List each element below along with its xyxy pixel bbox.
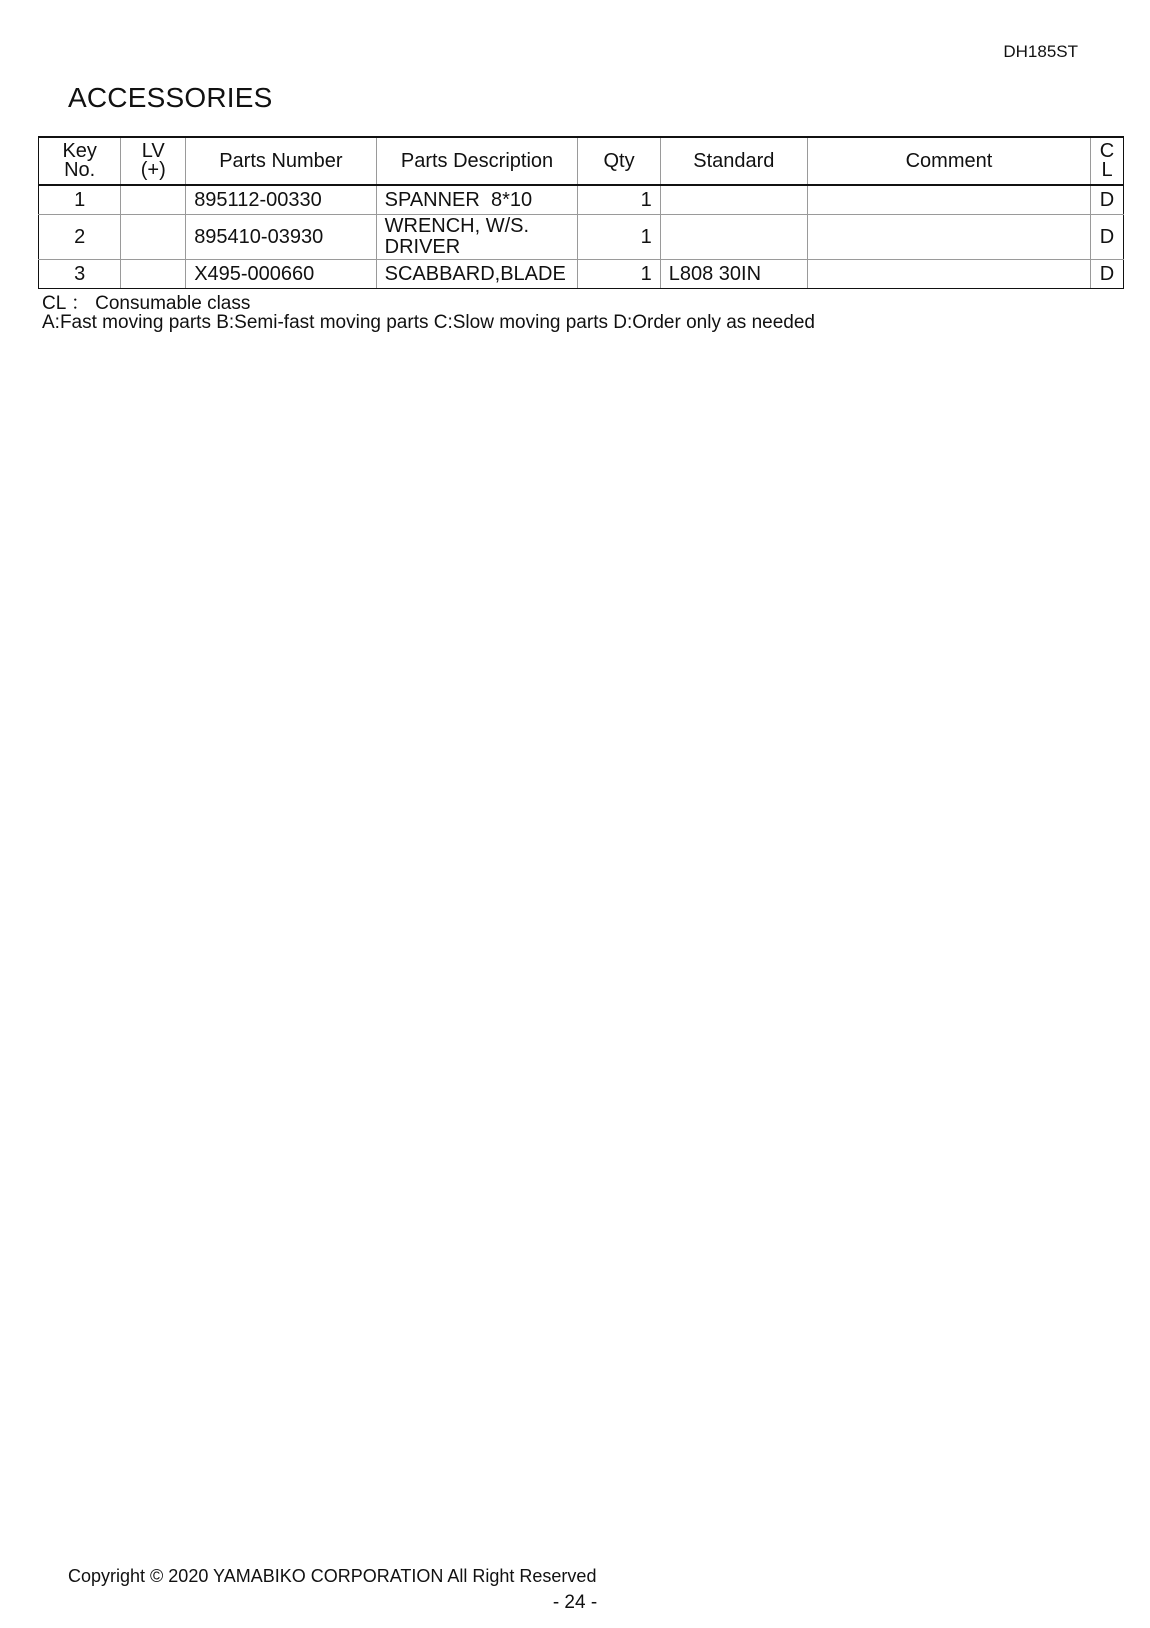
cell-description: SPANNER 8*10 [376,185,578,215]
page-title: ACCESSORIES [68,82,273,113]
cell-description: WRENCH, W/S. DRIVER [376,215,578,260]
header-cl: C L [1091,137,1124,185]
cl-legend [42,294,815,332]
cell-comment [807,215,1090,260]
cell-standard: L808 30IN [660,260,807,289]
cell-part-number: 895410-03930 [186,215,376,260]
cell-key: 3 [39,260,121,289]
header-parts-number: Parts Number [186,137,376,185]
header-key-no: Key No. [39,137,121,185]
cell-cl: D [1091,215,1124,260]
cell-qty: 1 [578,215,660,260]
cell-qty: 1 [578,260,660,289]
parts-table [38,136,1124,289]
cell-key: 2 [39,215,121,260]
header-comment: Comment [807,137,1090,185]
cell-comment [807,185,1090,215]
table-row [39,215,1124,260]
header-qty: Qty [578,137,660,185]
legend-definition: CL ： Consumable class [42,293,251,314]
header-parts-description: Parts Description [376,137,578,185]
cell-standard [660,215,807,260]
cell-lv [121,185,186,215]
cell-part-number: 895112-00330 [186,185,376,215]
cell-cl: D [1091,260,1124,289]
header-lv: LV (+) [121,137,186,185]
cell-cl: D [1091,185,1124,215]
header-standard: Standard [660,137,807,185]
cell-lv [121,260,186,289]
cell-qty: 1 [578,185,660,215]
model-code: DH185ST [1003,42,1078,61]
page-number: - 24 - [552,1592,598,1613]
legend-classes: A:Fast moving parts B:Semi-fast moving parts C:Slow moving parts D:Order only as needed [42,312,815,333]
cell-comment [807,260,1090,289]
cell-lv [121,215,186,260]
table-header-row [39,137,1124,185]
cell-part-number: X495-000660 [186,260,376,289]
cell-standard [660,185,807,215]
table-row [39,185,1124,215]
cell-key: 1 [39,185,121,215]
table-row [39,260,1124,289]
cell-description: SCABBARD,BLADE [376,260,578,289]
copyright-notice: Copyright © 2020 YAMABIKO CORPORATION All Right Reserved [68,1566,597,1586]
